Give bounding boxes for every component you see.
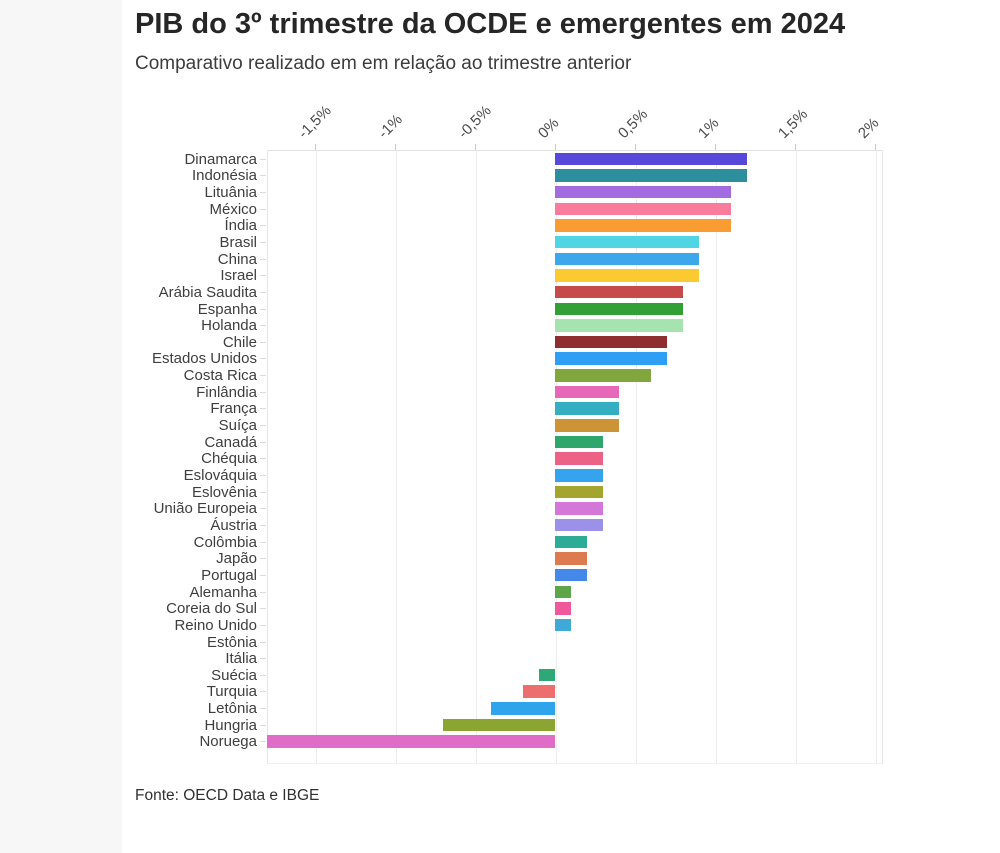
bar-finlandia[interactable] [555, 386, 619, 399]
y-axis-tick [260, 508, 266, 509]
country-label: França [210, 400, 257, 418]
chart-row [135, 202, 895, 219]
x-tick-label: 2% [854, 114, 882, 142]
chart-row [135, 468, 895, 485]
country-label: Suécia [211, 666, 257, 684]
bar-mexico[interactable] [555, 203, 731, 216]
chart-row [135, 518, 895, 535]
country-label: Chéquia [201, 450, 257, 468]
country-label: Hungria [204, 716, 257, 734]
chart-row [135, 285, 895, 302]
chart-row [135, 668, 895, 685]
country-label: Indonésia [191, 167, 257, 185]
y-axis-tick [260, 375, 266, 376]
y-axis-tick [260, 209, 266, 210]
country-label: Lituânia [204, 183, 257, 201]
y-axis-tick [260, 358, 266, 359]
x-tick-label: 1% [694, 114, 723, 142]
y-axis-tick [260, 608, 266, 609]
bar-chart [135, 87, 895, 765]
country-label: Eslováquia [183, 467, 257, 485]
y-axis-tick [260, 392, 266, 393]
x-tick-label: -1,5% [294, 101, 335, 142]
y-axis-tick [260, 542, 266, 543]
chart-row [135, 401, 895, 418]
country-label: Portugal [201, 566, 257, 584]
chart-row [135, 568, 895, 585]
chart-rows [135, 150, 895, 763]
y-axis-tick [260, 558, 266, 559]
bar-dinamarca[interactable] [555, 153, 747, 166]
bar-noruega[interactable] [267, 735, 555, 748]
country-label: Estônia [206, 633, 257, 651]
chart-row [135, 718, 895, 735]
y-axis-tick [260, 525, 266, 526]
y-axis-tick [260, 691, 266, 692]
chart-row [135, 485, 895, 502]
chart-row [135, 535, 895, 552]
chart-row [135, 318, 895, 335]
chart-row [135, 335, 895, 352]
chart-row [135, 651, 895, 668]
chart-row [135, 152, 895, 169]
chart-row [135, 635, 895, 652]
bar-espanha[interactable] [555, 303, 683, 316]
y-axis-tick [260, 442, 266, 443]
chart-row [135, 684, 895, 701]
country-label: Letônia [207, 700, 257, 718]
country-label: Arábia Saudita [158, 283, 257, 301]
chart-row [135, 701, 895, 718]
bar-israel[interactable] [555, 269, 699, 282]
x-tick-label: -1% [374, 110, 406, 142]
y-axis-tick [260, 625, 266, 626]
bar-chile[interactable] [555, 336, 667, 349]
y-axis-tick [260, 658, 266, 659]
y-axis-tick [260, 309, 266, 310]
bar-eslovaquia[interactable] [555, 469, 603, 482]
y-axis-tick [260, 708, 266, 709]
country-label: Reino Unido [174, 616, 257, 634]
y-axis-tick [260, 242, 266, 243]
country-label: Alemanha [189, 583, 257, 601]
y-axis-tick [260, 408, 266, 409]
bar-estados-unidos[interactable] [555, 352, 667, 365]
country-label: Itália [225, 650, 257, 668]
chart-row [135, 351, 895, 368]
chart-row [135, 585, 895, 602]
y-axis-tick [260, 741, 266, 742]
country-label: Eslovênia [191, 483, 257, 501]
country-label: Brasil [219, 233, 257, 251]
x-axis [135, 87, 895, 150]
bar-suica[interactable] [555, 419, 619, 432]
country-label: Japão [216, 550, 257, 568]
country-label: Costa Rica [183, 367, 257, 385]
y-axis-tick [260, 259, 266, 260]
y-axis-tick [260, 325, 266, 326]
bar-austria[interactable] [555, 519, 603, 532]
country-label: Dinamarca [184, 150, 257, 168]
y-axis-tick [260, 292, 266, 293]
country-label: Estados Unidos [151, 350, 257, 368]
chart-row [135, 618, 895, 635]
bar-arabia-saudita[interactable] [555, 286, 683, 299]
country-label: Áustria [210, 516, 257, 534]
chart-row [135, 451, 895, 468]
country-label: México [209, 200, 257, 218]
bar-chequia[interactable] [555, 452, 603, 465]
chart-row [135, 418, 895, 435]
country-label: Índia [224, 217, 257, 235]
country-label: China [217, 250, 257, 268]
chart-row [135, 252, 895, 269]
y-axis-tick [260, 159, 266, 160]
bar-alemanha[interactable] [555, 586, 571, 599]
bar-eslovenia[interactable] [555, 486, 603, 499]
country-label: Canadá [204, 433, 257, 451]
chart-row [135, 385, 895, 402]
page-title: PIB do 3º trimestre da OCDE e emergentes em 2024 [135, 8, 846, 40]
y-axis-tick [260, 725, 266, 726]
country-label: Chile [222, 333, 257, 351]
x-tick-label: 1,5% [774, 105, 811, 142]
y-axis-tick [260, 492, 266, 493]
chart-row [135, 302, 895, 319]
page-subtitle: Comparativo realizado em em relação ao trimestre anterior [135, 52, 632, 74]
y-axis-tick [260, 592, 266, 593]
y-axis-tick [260, 225, 266, 226]
country-label: Holanda [201, 317, 257, 335]
source-caption: Fonte: OECD Data e IBGE [135, 786, 320, 804]
chart-row [135, 185, 895, 202]
y-axis-tick [260, 675, 266, 676]
country-label: Finlândia [196, 383, 257, 401]
bar-holanda[interactable] [555, 319, 683, 332]
x-tick-label: -0,5% [454, 101, 495, 142]
country-label: Israel [220, 267, 257, 285]
country-label: Colômbia [193, 533, 257, 551]
y-axis-tick [260, 475, 266, 476]
y-axis-tick [260, 192, 266, 193]
y-axis-tick [260, 175, 266, 176]
bar-suecia[interactable] [539, 669, 555, 682]
bar-reino-unido[interactable] [555, 619, 571, 632]
y-axis-tick [260, 342, 266, 343]
country-label: Suíça [218, 417, 257, 435]
bar-japao[interactable] [555, 552, 587, 565]
bar-turquia[interactable] [523, 685, 555, 698]
y-axis-tick [260, 458, 266, 459]
y-axis-tick [260, 425, 266, 426]
chart-row [135, 235, 895, 252]
chart-row [135, 734, 895, 751]
bar-colombia[interactable] [555, 536, 587, 549]
x-tick-label: 0,5% [614, 105, 651, 142]
country-label: Turquia [206, 683, 257, 701]
chart-row [135, 168, 895, 185]
bar-canada[interactable] [555, 436, 603, 449]
bar-uniao-europeia[interactable] [555, 502, 603, 515]
bar-lituania[interactable] [555, 186, 731, 199]
y-axis-tick [260, 275, 266, 276]
country-label: Coreia do Sul [166, 600, 257, 618]
bar-costa-rica[interactable] [555, 369, 651, 382]
bar-brasil[interactable] [555, 236, 699, 249]
chart-row [135, 268, 895, 285]
chart-row [135, 501, 895, 518]
bar-portugal[interactable] [555, 569, 587, 582]
chart-row [135, 368, 895, 385]
country-label: União Europeia [153, 500, 257, 518]
y-axis-tick [260, 575, 266, 576]
chart-row [135, 551, 895, 568]
country-label: Noruega [199, 733, 257, 751]
chart-row [135, 601, 895, 618]
bar-hungria[interactable] [443, 719, 555, 732]
bar-indonesia[interactable] [555, 169, 747, 182]
country-label: Espanha [197, 300, 257, 318]
bar-india[interactable] [555, 219, 731, 232]
bar-coreia-do-sul[interactable] [555, 602, 571, 615]
bar-letonia[interactable] [491, 702, 555, 715]
x-tick-label: 0% [534, 114, 563, 142]
chart-row [135, 435, 895, 452]
content-card [122, 0, 1000, 853]
bar-china[interactable] [555, 253, 699, 266]
chart-row [135, 218, 895, 235]
y-axis-tick [260, 642, 266, 643]
bar-franca[interactable] [555, 402, 619, 415]
